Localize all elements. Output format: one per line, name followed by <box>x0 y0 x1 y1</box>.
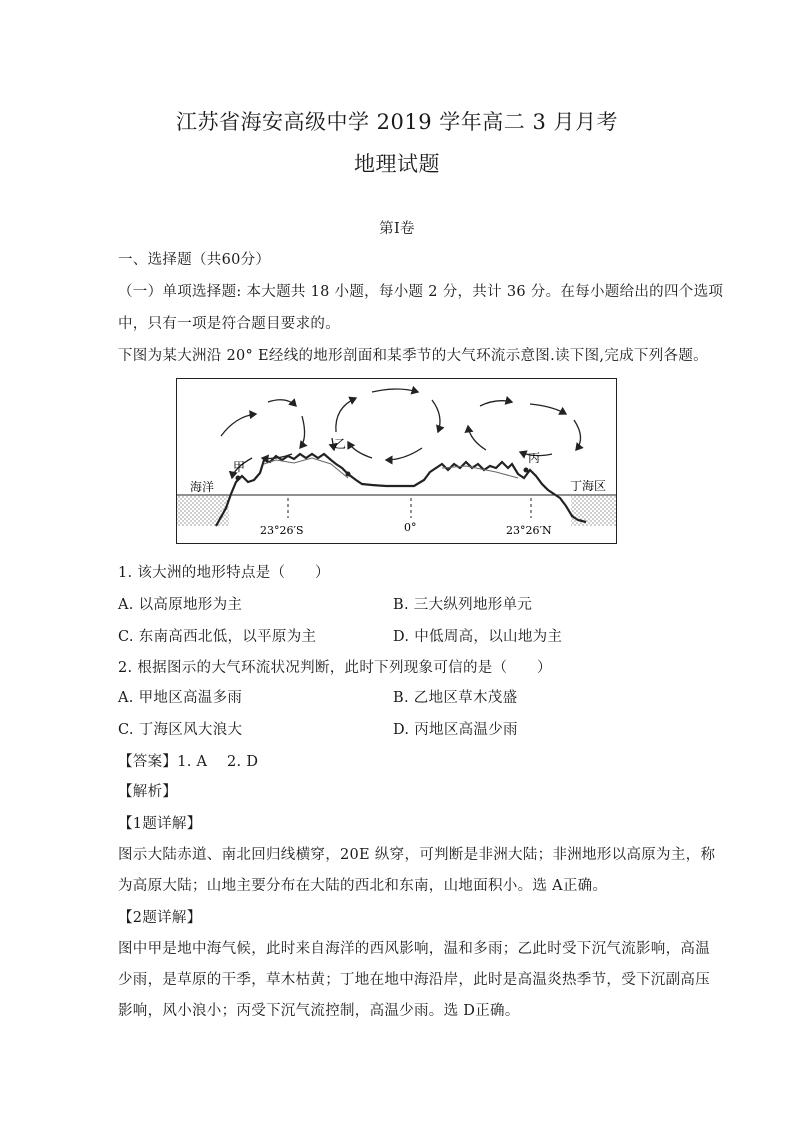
answer-line: 【答案】1. A 2. D <box>118 754 259 770</box>
analysis-heading: 【解析】 <box>118 784 178 800</box>
question-1-option-c: C. 东南高西北低，以平原为主 <box>118 629 317 645</box>
section-heading: 一、选择题（共60分） <box>118 252 271 268</box>
instructions-line-2: 中，只有一项是符合题目要求的。 <box>118 316 340 332</box>
label-ocean: 海洋 <box>190 480 215 494</box>
q1-analysis-heading: 【1题详解】 <box>118 816 202 832</box>
figure-intro: 下图为某大洲沿 20° E经线的地形剖面和某季节的大气环流示意图.读下图,完成下列各题。 <box>118 348 708 364</box>
question-1-stem: 1. 该大洲的地形特点是（ ） <box>118 565 330 581</box>
q1-analysis-line-2: 为高原大陆；山地主要分布在大陆的西北和东南，山地面积小。选 A正确。 <box>118 878 608 894</box>
point-yi <box>346 472 351 477</box>
question-1-option-d: D. 中低周高，以山地为主 <box>393 629 563 645</box>
question-1-option-a: A. 以高原地形为主 <box>118 597 243 613</box>
q2-analysis-line-1: 图中甲是地中海气候，此时来自海洋的西风影响，温和多雨；乙此时受下沉气流影响，高温 <box>118 941 710 957</box>
figure-svg <box>176 378 617 544</box>
volume-label: 第Ⅰ卷 <box>379 221 415 237</box>
label-jia: 甲 <box>233 460 246 474</box>
q1-analysis-line-1: 图示大陆赤道、南北回归线横穿，20E 纵穿，可判断是非洲大陆；非洲地形以高原为主，称 <box>118 847 716 863</box>
label-ding-sea: 丁海区 <box>570 479 607 493</box>
exam-subtitle: 地理试题 <box>354 152 440 176</box>
question-2-option-a: A. 甲地区高温多雨 <box>118 690 243 706</box>
question-2-stem: 2. 根据图示的大气环流状况判断，此时下列现象可信的是（ ） <box>118 660 552 676</box>
ding-sea-water <box>571 496 616 526</box>
point-bing <box>524 468 529 473</box>
q2-analysis-line-3: 影响，风小浪小；丙受下沉气流控制，高温少雨。选 D正确。 <box>118 1003 520 1019</box>
q2-analysis-line-2: 少雨，是草原的干季，草木枯黄；丁地在地中海沿岸，此时是高温炎热季节，受下沉副高压 <box>118 972 710 988</box>
terrain-circulation-figure <box>176 378 617 544</box>
exam-title: 江苏省海安高级中学 2019 学年高二 3 月月考 <box>175 110 618 134</box>
label-equator: 0° <box>404 521 417 534</box>
label-bing: 丙 <box>528 451 541 465</box>
question-2-option-d: D. 丙地区高温少雨 <box>393 722 518 738</box>
instructions-line-1: （一）单项选择题: 本大题共 18 小题，每小题 2 分，共计 36 分。在每小题给出的四个选项 <box>118 284 724 300</box>
label-lat-south: 23°26′S <box>260 524 304 537</box>
question-1-option-b: B. 三大纵列地形单元 <box>393 597 533 613</box>
question-2-option-c: C. 丁海区风大浪大 <box>118 722 243 738</box>
question-2-option-b: B. 乙地区草木茂盛 <box>393 690 518 706</box>
point-jia <box>236 476 241 481</box>
label-lat-north: 23°26′N <box>506 524 552 537</box>
ocean-water <box>177 496 229 526</box>
label-yi: 乙 <box>334 437 347 451</box>
q2-analysis-heading: 【2题详解】 <box>118 910 202 926</box>
